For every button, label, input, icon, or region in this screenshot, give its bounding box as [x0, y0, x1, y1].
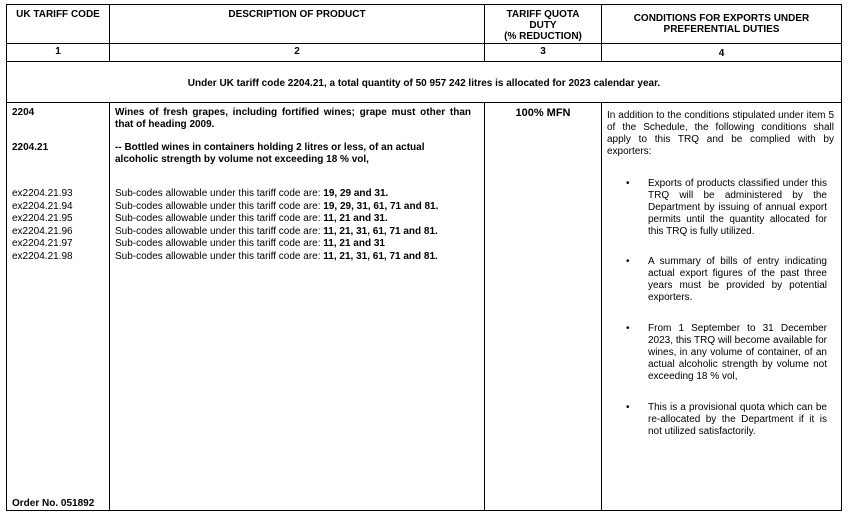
subcode-code: ex2204.21.95 [12, 213, 73, 224]
subcode-list: 11, 21, 31, 61, 71 and 81. [323, 225, 438, 237]
col-num-1: 1 [55, 46, 61, 57]
subcode-description [115, 226, 438, 239]
bullet-2: • [626, 256, 630, 267]
subcode-code: ex2204.21.96 [12, 225, 73, 237]
tariff-table [6, 4, 842, 511]
bullet-3: • [626, 323, 630, 334]
subcode-prefix: Sub-codes allowable under this tariff code are: [115, 213, 324, 224]
subcode-prefix: Sub-codes allowable under this tariff code are: [115, 225, 324, 237]
subcode-prefix: Sub-codes allowable under this tariff code are: [115, 188, 324, 199]
subcode-list: 19, 29, 31, 61, 71 and 81. [323, 200, 439, 212]
subcode-description [115, 213, 438, 226]
header-tariff-quota-duty: TARIFF QUOTA DUTY (% REDUCTION) [504, 9, 582, 42]
subcode-description [115, 201, 438, 214]
subcode-list: 19, 29 and 31. [323, 188, 389, 199]
bullet-1: • [626, 178, 630, 189]
subcode-desc-list [115, 188, 438, 263]
subcode-prefix: Sub-codes allowable under this tariff code are: [115, 250, 324, 262]
desc-heading: Wines of fresh grapes, including fortified wines; grape must other than that of heading 2009. [115, 107, 471, 130]
subcode-list: 11, 21, 31, 61, 71 and 81. [323, 250, 438, 262]
col-divider-3-body [601, 102, 602, 511]
conditions-intro: In addition to the conditions stipulated under item 5 of the Schedule, the following conditions shall apply to this TRQ and be complied with by exporters: [607, 110, 834, 157]
col-divider-1-body [109, 102, 110, 511]
subcode-description [115, 251, 438, 264]
col-divider-2-body [484, 102, 485, 511]
duty-value: 100% MFN [515, 107, 571, 119]
subcode-code: ex2204.21.94 [12, 200, 73, 212]
condition-2: A summary of bills of entry indicating actual export figures of the past three years must be provided by potential exporters. [648, 256, 827, 303]
condition-4: This is a provisional quota which can be re-allocated by the Department if it is not utilized satisfactorily. [648, 402, 827, 437]
subcode-description [115, 188, 438, 201]
header-divider [7, 43, 841, 44]
header-description: DESCRIPTION OF PRODUCT [228, 9, 366, 20]
desc-sub: -- Bottled wines in containers holding 2 litres or less, of an actual alcoholic strength by volume not exceeding 18 % vol, [115, 142, 425, 165]
subcode-prefix: Sub-codes allowable under this tariff code are: [115, 200, 324, 212]
subcode-list: 11, 21 and 31. [323, 213, 388, 224]
num-row-divider [7, 61, 841, 62]
subcode-code-list [12, 188, 73, 263]
subcode-list: 11, 21 and 31 [323, 238, 385, 249]
allocation-banner: Under UK tariff code 2204.21, a total quantity of 50 957 242 litres is allocated for 2023 calendar year. [187, 78, 661, 89]
col-num-4: 4 [718, 48, 725, 59]
subcode-prefix: Sub-codes allowable under this tariff code are: [115, 238, 324, 249]
condition-3: From 1 September to 31 December 2023, this TRQ will become available for wines, in any volume of container, of an actual alcoholic strength by volume not exceeding 18 % vol, [648, 323, 827, 382]
header-uk-tariff-code: UK TARIFF CODE [16, 9, 100, 20]
code-heading: 2204 [12, 107, 35, 118]
header-conditions: CONDITIONS FOR EXPORTS UNDER PREFERENTIAL DUTIES [633, 13, 810, 35]
subcode-code: ex2204.21.98 [12, 250, 73, 262]
col-num-2: 2 [294, 46, 300, 57]
bullet-4: • [626, 402, 630, 413]
col-num-3: 3 [540, 46, 546, 57]
subcode-code: ex2204.21.93 [12, 188, 73, 199]
banner-divider [7, 102, 841, 103]
order-number: Order No. 051892 [12, 498, 95, 509]
condition-1: Exports of products classified under this TRQ will be administered by the Department by issuing of annual export permits until the quantity allocated for this TRQ is fully utilized. [648, 178, 827, 237]
subcode-code: ex2204.21.97 [12, 238, 73, 249]
code-sub: 2204.21 [12, 142, 49, 153]
subcode-description [115, 238, 438, 251]
